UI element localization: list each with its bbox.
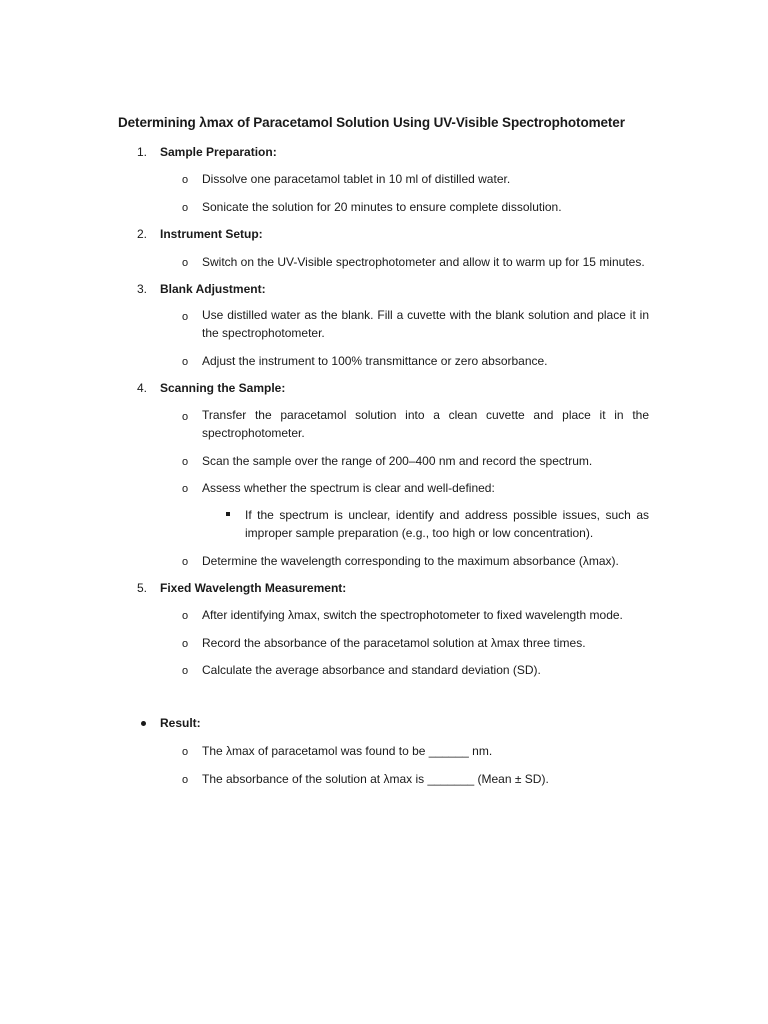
circle-bullet-icon: o (182, 174, 189, 186)
circle-bullet-icon: o (182, 257, 189, 269)
circle-bullet-icon: o (182, 638, 189, 650)
step-1-heading: Sample Preparation: (160, 145, 277, 159)
step-4-heading: Scanning the Sample: (160, 381, 286, 395)
step-5-heading: Fixed Wavelength Measurement: (160, 581, 347, 595)
circle-bullet-icon: o (182, 610, 189, 622)
circle-bullet-icon: o (182, 774, 189, 786)
circle-bullet-icon: o (182, 746, 189, 758)
circle-bullet-icon: o (182, 411, 189, 423)
step-3-number: 3. (137, 282, 148, 296)
step-3-heading: Blank Adjustment: (160, 282, 266, 296)
step-1-bullet-1: Dissolve one paracetamol tablet in 10 ml of distilled water. (202, 172, 511, 186)
step-5-bullet-2: Record the absorbance of the paracetamol solution at λmax three times. (202, 636, 586, 650)
result-heading: Result: (160, 716, 201, 730)
step-3-bullet-1: Use distilled water as the blank. Fill a cuvette with the blank solution and place it in the spectrophotometer. (202, 308, 649, 340)
result-bullet-2: The absorbance of the solution at λmax is _______ (Mean ± SD). (202, 772, 549, 786)
step-4-bullet-1: Transfer the paracetamol solution into a clean cuvette and place it in the spectrophotometer. (202, 408, 649, 440)
step-4-bullet-4: Determine the wavelength corresponding to the maximum absorbance (λmax). (202, 554, 619, 568)
circle-bullet-icon: o (182, 456, 189, 468)
circle-bullet-icon: o (182, 311, 189, 323)
step-5-bullet-1: After identifying λmax, switch the spectrophotometer to fixed wavelength mode. (202, 608, 623, 622)
step-5-bullet-3: Calculate the average absorbance and standard deviation (SD). (202, 663, 541, 677)
step-5-number: 5. (137, 581, 148, 595)
circle-bullet-icon: o (182, 556, 189, 568)
step-1-number: 1. (137, 145, 148, 159)
result-bullet-icon (141, 721, 146, 726)
circle-bullet-icon: o (182, 665, 189, 677)
document-title: Determining λmax of Paracetamol Solution Using UV-Visible Spectrophotometer (118, 115, 625, 130)
circle-bullet-icon: o (182, 356, 189, 368)
step-4-number: 4. (137, 381, 148, 395)
step-4-sub-bullet-1: If the spectrum is unclear, identify and address possible issues, such as improper sample preparation (e.g., too high or low concentration). (245, 508, 649, 540)
step-2-number: 2. (137, 227, 148, 241)
step-2-bullet-1: Switch on the UV-Visible spectrophotometer and allow it to warm up for 15 minutes. (202, 255, 645, 269)
step-4-bullet-3: Assess whether the spectrum is clear and well-defined: (202, 481, 495, 495)
step-2-heading: Instrument Setup: (160, 227, 263, 241)
step-3-bullet-2: Adjust the instrument to 100% transmittance or zero absorbance. (202, 354, 548, 368)
step-1-bullet-2: Sonicate the solution for 20 minutes to ensure complete dissolution. (202, 200, 562, 214)
circle-bullet-icon: o (182, 202, 189, 214)
step-4-bullet-2: Scan the sample over the range of 200–400 nm and record the spectrum. (202, 454, 593, 468)
result-bullet-1: The λmax of paracetamol was found to be ______ nm. (202, 744, 493, 758)
square-bullet-icon (226, 512, 230, 516)
circle-bullet-icon: o (182, 483, 189, 495)
